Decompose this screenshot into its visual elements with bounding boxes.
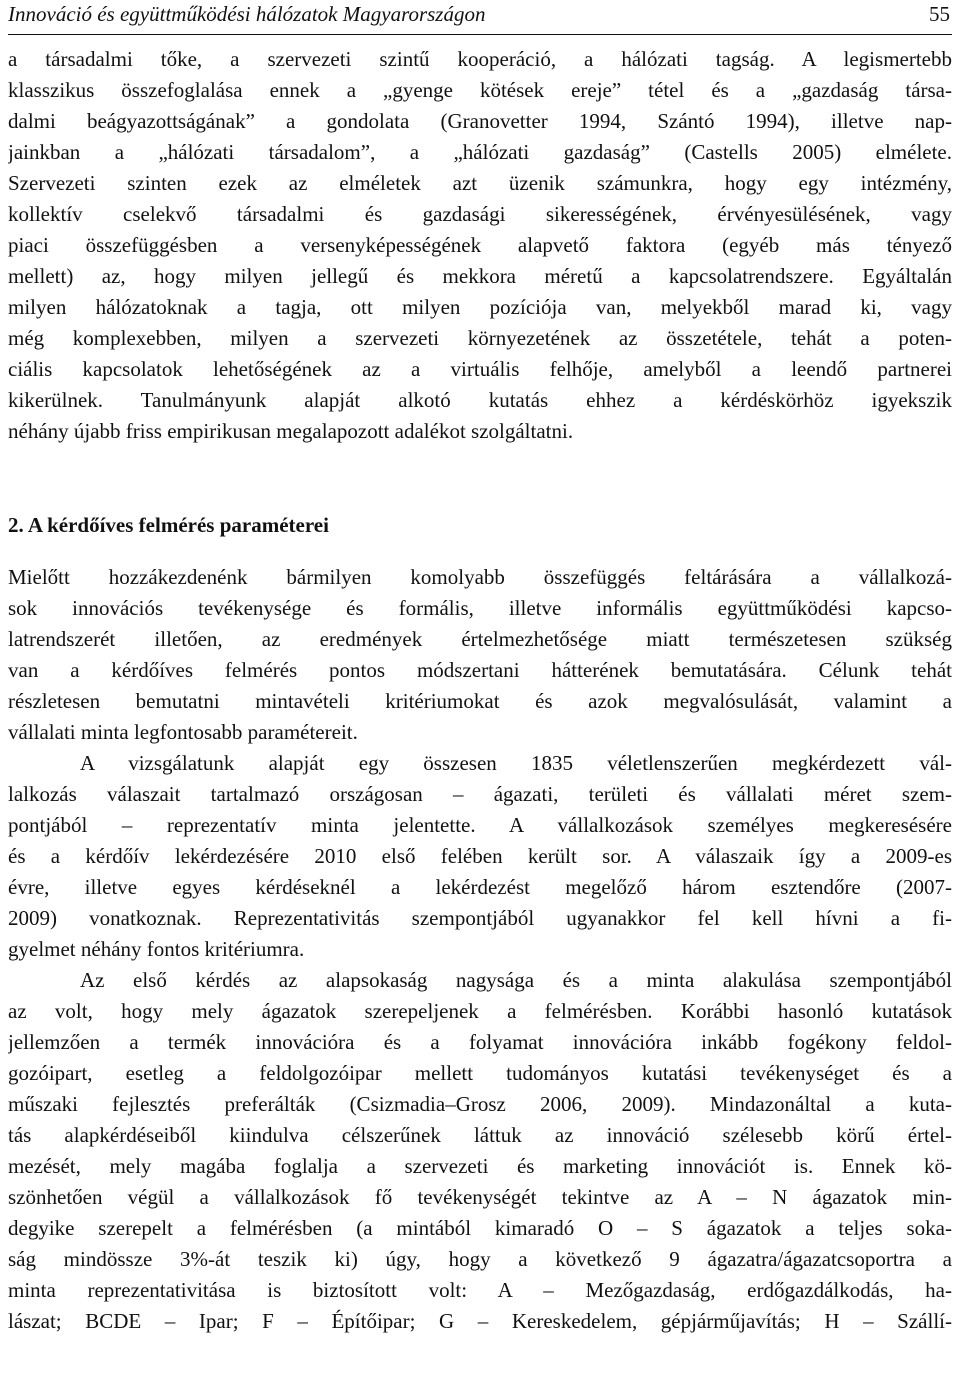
- text-line: jellemzően a termék innovációra és a folyamat innovációra inkább fogékony feldol-: [8, 1030, 952, 1054]
- text-line: ság mindössze 3%-át teszik ki) úgy, hogy a következő 9 ágazatra/ágazatcsoportra a: [8, 1247, 952, 1271]
- text-line: latrendszerét illetően, az eredmények értelmezhetősége miatt természetesen szükség: [8, 627, 952, 651]
- text-line: részletesen bemutatni mintavételi kritériumokat és azok megvalósulását, valamint a: [8, 689, 952, 713]
- text-line: évre, illetve egyes kérdéseknél a lekérdezést megelőző három esztendőre (2007-: [8, 875, 952, 899]
- text-line: Az első kérdés az alapsokaság nagysága és a minta alakulása szempontjából: [80, 968, 952, 992]
- text-line: A vizsgálatunk alapját egy összesen 1835 véletlenszerűen megkérdezett vál-: [80, 751, 952, 775]
- text-line: és a kérdőív lekérdezésére 2010 első felében került sor. A válaszaik így a 2009-es: [8, 844, 952, 868]
- running-header: [8, 0, 952, 35]
- text-line: degyike szerepelt a felmérésben (a mintából kimaradó O – S ágazatok a teljes soka-: [8, 1216, 952, 1240]
- text-line: vállalati minta legfontosabb paramétereit.: [8, 720, 358, 744]
- text-line: ciális kapcsolatok lehetőségének az a virtuális felhője, amelyből a leendő partnerei: [8, 357, 952, 381]
- section-gap: [8, 447, 952, 510]
- text-line: mellett) az, hogy milyen jellegű és mekkora méretű a kapcsolatrendszere. Egyáltalán: [8, 264, 952, 288]
- text-line: jainkban a „hálózati társadalom”, a „hálózati gazdaság” (Castells 2005) elmélete.: [8, 140, 952, 164]
- text-line: kollektív cselekvő társadalmi és gazdasági sikerességének, érvényesülésének, vagy: [8, 202, 952, 226]
- text-line: a társadalmi tőke, a szervezeti szintű kooperáció, a hálózati tagság. A legismertebb: [8, 47, 952, 71]
- text-line: piaci összefüggésben a versenyképességének alapvető faktora (egyéb más tényező: [8, 233, 952, 257]
- text-line: kikerülnek. Tanulmányunk alapját alkotó kutatás ehhez a kérdéskörhöz igyekszik: [8, 388, 952, 412]
- running-title: Innováció és együttműködési hálózatok Magyarországon: [8, 2, 486, 26]
- text-line: még komplexebben, milyen a szervezeti környezetének az összetétele, tehát a poten-: [8, 326, 952, 350]
- paragraph-2: [8, 562, 952, 748]
- text-line: 2009) vonatkoznak. Reprezentativitás szempontjából ugyanakkor fel kell hívni a fi-: [8, 906, 952, 930]
- text-line: az volt, hogy mely ágazatok szerepeljenek a felmérésben. Korábbi hasonló kutatások: [8, 999, 952, 1023]
- paragraph-4: [8, 965, 952, 1337]
- heading-gap: [8, 541, 952, 562]
- text-line: klasszikus összefoglalása ennek a „gyenge kötések ereje” tétel és a „gazdaság társa-: [8, 78, 952, 102]
- text-line: szönhetően végül a vállalkozások fő tevékenységét tekintve az A – N ágazatok min-: [8, 1185, 952, 1209]
- body-text: [8, 44, 952, 1337]
- text-line: minta reprezentativitása is biztosított volt: A – Mezőgazdaság, erdőgazdálkodás, ha-: [8, 1278, 952, 1302]
- text-line: gyelmet néhány fontos kritériumra.: [8, 937, 305, 961]
- text-line: milyen hálózatoknak a tagja, ott milyen pozíciója van, melyekből marad ki, vagy: [8, 295, 952, 319]
- text-line: néhány újabb friss empirikusan megalapozott adalékot szolgáltatni.: [8, 419, 574, 443]
- text-line: sok innovációs tevékenysége és formális, illetve informális együttműködési kapcso-: [8, 596, 952, 620]
- paragraph-3: [8, 748, 952, 965]
- text-line: dalmi beágyazottságának” a gondolata (Granovetter 1994, Szántó 1994), illetve nap-: [8, 109, 952, 133]
- text-line: pontjából – reprezentatív minta jelentette. A vállalkozások személyes megkeresésére: [8, 813, 952, 837]
- text-line: van a kérdőíves felmérés pontos módszertani hátterének bemutatására. Célunk tehát: [8, 658, 952, 682]
- text-line: tás alapkérdéseiből kiindulva célszerűnek láttuk az innováció szélesebb körű értel-: [8, 1123, 952, 1147]
- text-line: lalkozás válaszait tartalmazó országosan – ágazati, területi és vállalati méret szem-: [8, 782, 952, 806]
- text-line: műszaki fejlesztés preferálták (Csizmadia–Grosz 2006, 2009). Mindazonáltal a kuta-: [8, 1092, 952, 1116]
- text-line: lászat; BCDE – Ipar; F – Építőipar; G – Kereskedelem, gépjárműjavítás; H – Szállí-: [8, 1309, 952, 1333]
- text-line: Mielőtt hozzákezdenénk bármilyen komolyabb összefüggés feltárására a vállalkozá-: [8, 565, 952, 589]
- text-line: gozóipart, esetleg a feldolgozóipar mellett tudományos kutatási tevékenységet és a: [8, 1061, 952, 1085]
- text-line: Szervezeti szinten ezek az elméletek azt üzenik számunkra, hogy egy intézmény,: [8, 171, 952, 195]
- text-line: mezését, mely magába foglalja a szervezeti és marketing innovációt is. Ennek kö-: [8, 1154, 952, 1178]
- paragraph-1: [8, 44, 952, 447]
- document-page: [8, 0, 952, 1394]
- section-heading: 2. A kérdőíves felmérés paraméterei: [8, 513, 329, 537]
- page-number: 55: [929, 2, 950, 26]
